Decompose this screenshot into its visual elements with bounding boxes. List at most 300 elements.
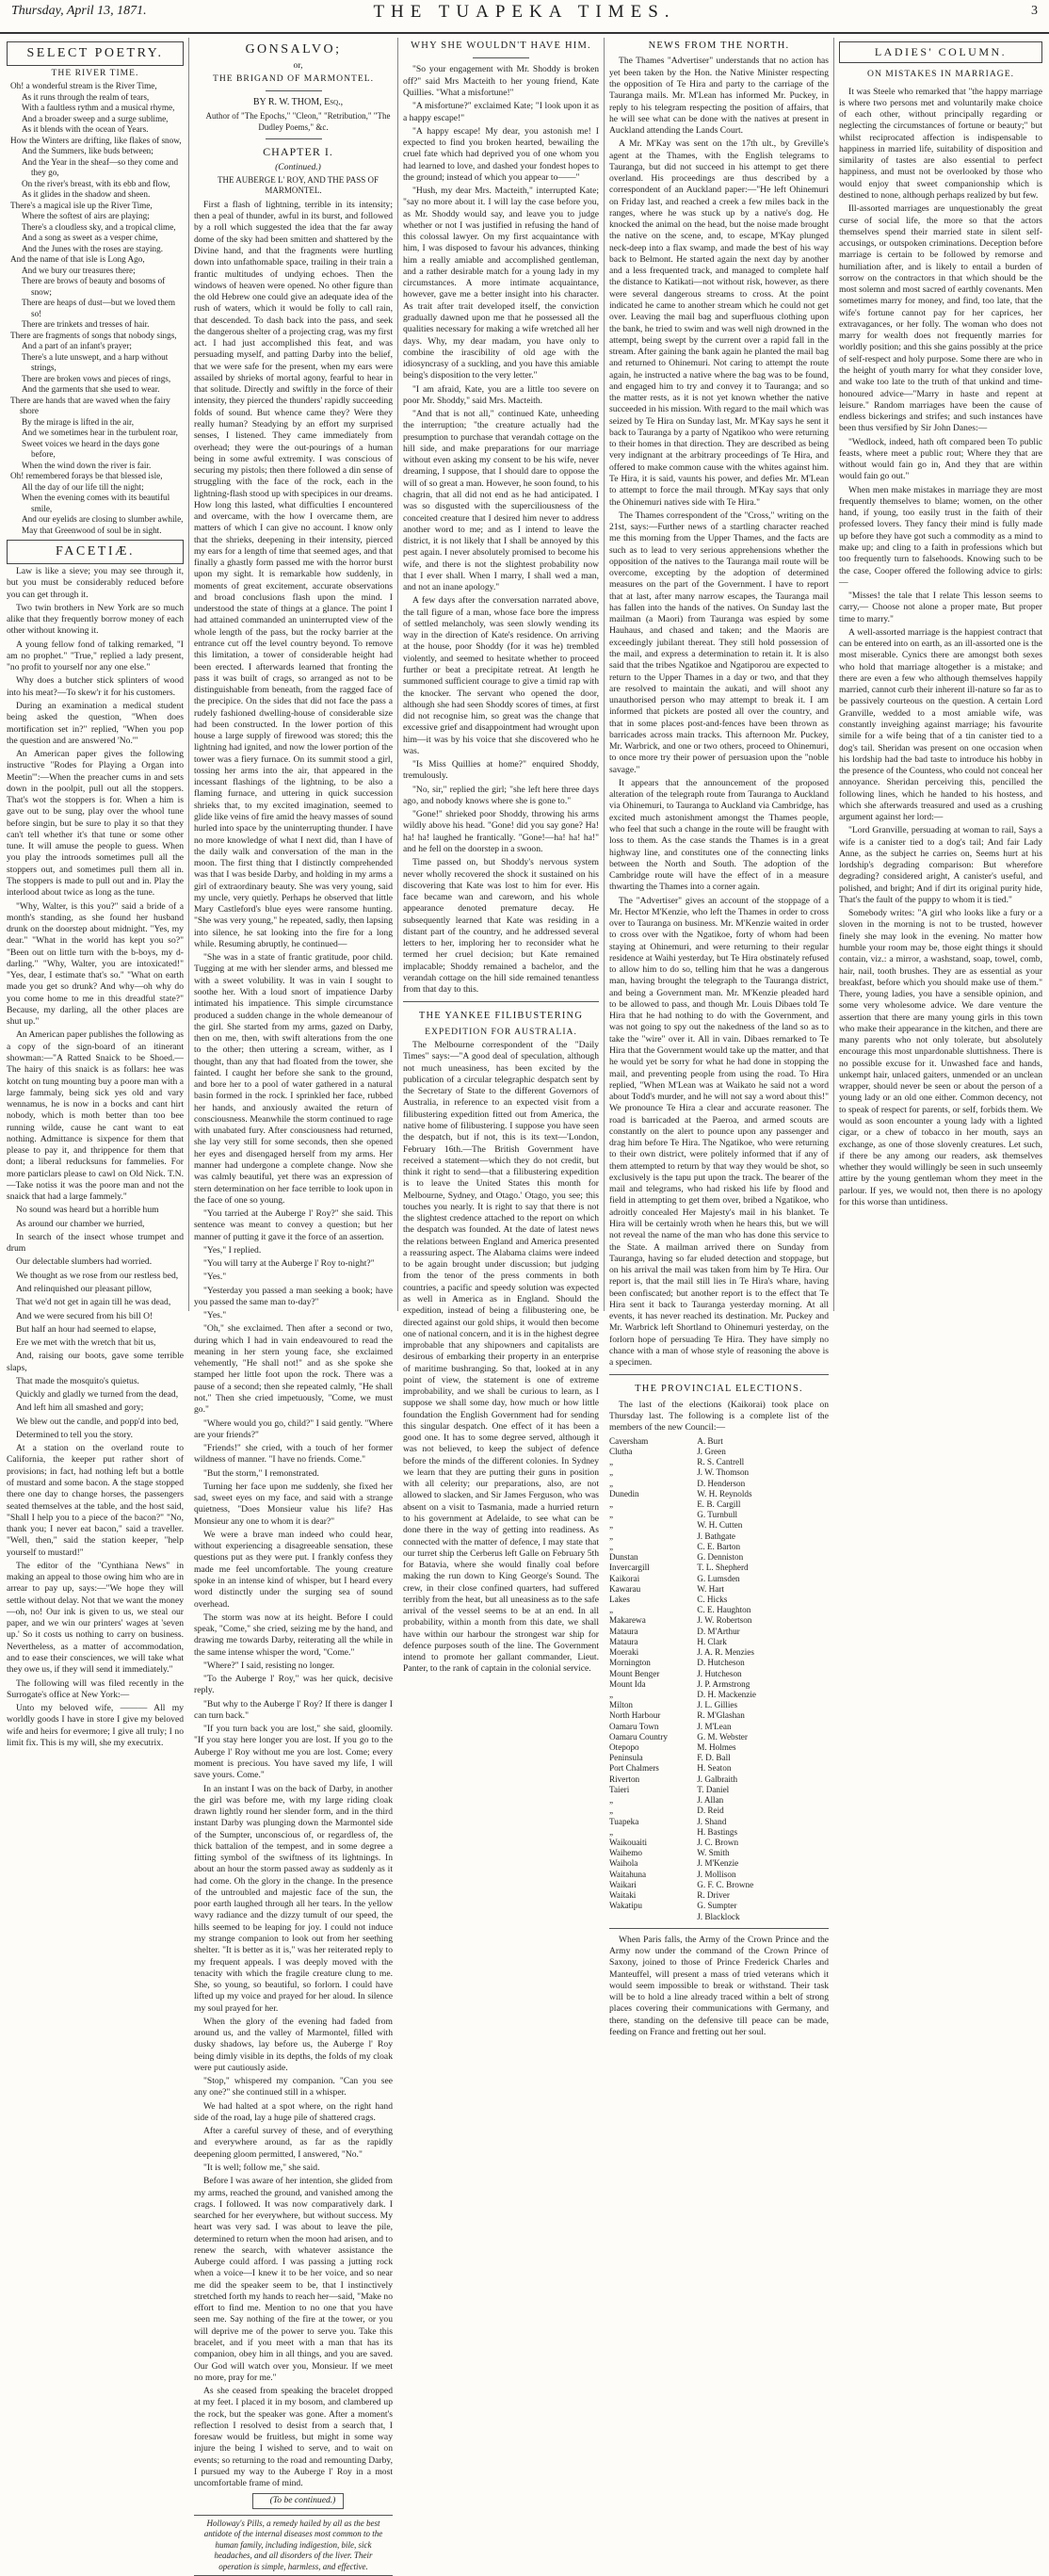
member-cell: J. Galbraith <box>697 1774 738 1784</box>
column-rule <box>397 38 398 1311</box>
article-paragraph: The "Advertiser" gives an account of the stoppage of a Mr. Hector M'Kenzie, who left the Thames in order to cross over to Tauranga on business. Mr. M'Kenzie waited in order to cross over with the Ngatikoe, forty of whom had been staying at Ohinemuri, and were returning to their regular residence at Waihi yesterday, but Te Hira obstinately refused to allow him to do so, telling him that he was a dangerous man, having brought the telegraph to the Tauranga district, and being a Government man. Mr. M'Kenzie pleaded hard to be allowed to pass, and though Mr. Louis Dibaes told Te Hira that he had nothing to do with the Government, and was not going to spy out the nakedness of the land so as to take the "wire" over it. All in vain. Dibaes remarked to Te Hira that the Government would take up the matter, and that he would yet be sorry for what he had done in stopping the mail, and preventing people from using the road. To Hira replied, "When M'Lean was at Waikato he said not a word about Todd's murder, and he will not say a word about this!" We pronounce Te Hira a clear and accurate reasoner. The road is barricaded at the Paeroa, and armed scouts are constantly on the alert to pounce upon any passenger and drag him before Te Hira. The Ngatikoe, who were returning to their own district, were politely informed that if any of them attempted to return by that way they would be shot, so exclusively is the tapu put upon the track. The bearer of the mail and telegrams, who had risked his life by flood and field in attempting to get them over, bribed a Ngatikoe, who adroitly concealed Her Majesty's mail in his blanket. Te Hira will be certainly wroth when he hears this, but we will not reveal the name of the man who has done this service to the State. A mailman arrived there on Sunday from Tauranga, having so far eluded detection and stoppage, but on his arrival the mail was taken from him by Te Hira. Our report is, that the mail still lies in Te Hira's whare, having been confiscated; but another report is to the effect that Te Hira sent it back to Tauranga yesterday morning. At all events, it has never reached its destination. Mr. Puckey and Mr. Warbrick left Shortland to Ohinemuri yesterday, on the forlorn hope of persuading Te Hira. They have simply no chance with a man of whose style of reasoning the above is a specimen. <box>609 895 829 1369</box>
story-paragraph: "She was in a state of frantic gratitude, poor child. Tugging at me with her slender arms, and blessed me with a sweet volubility. It was in vain I sought to soothe her. With a loud snort of impatience Darby intimated his impatience. This simple circumstance produced a sudden change in the whole demeanour of the girl. She started from my arms, gazed on Darby, then on me, then, with swift alterations from the one to the other; then uttering a scream, wither, as I thought, than any that had floated from the tower, she fainted. I caught her before she sank to the ground, and bore her to a pool of water gathered in a natural basin formed in the rock. I sprinkled her face, rubbed her hands, and anxiously awaited the return of consciousness. Meanwhile the storm continued to rage with unabated fury. After consciousness had returned, she lay very still for some seconds, then she opened her eyes and disengaged herself from my arms. Her manner had undergone a complete change. Now she was calmly beautiful, yet there was an expression of stern determination on her face terrible to look upon in the face of one so young. <box>194 952 393 1206</box>
member-cell: C. E. Haughton <box>697 1605 751 1615</box>
article-paragraph: "So your engagement with Mr. Shoddy is broken off?" said Mrs Macteith to her young friend, Kate Quillies. "What a misfortune!" <box>403 64 599 98</box>
electorate-cell: Mornington <box>609 1658 651 1668</box>
newspaper-title: THE TUAPEKA TIMES. <box>373 2 676 22</box>
member-cell: J. A. R. Menzies <box>697 1647 754 1658</box>
chapter-number: CHAPTER I. <box>263 145 333 159</box>
facetia-paragraph: Determined to tell you the story. <box>16 1429 134 1440</box>
article-title-yankee: THE YANKEE FILIBUSTERING <box>418 1011 584 1022</box>
electorate-cell: Lakes <box>609 1594 630 1604</box>
electorate-cell: Dunstan <box>609 1552 638 1563</box>
article-paragraph: A well-assorted marriage is the happiest contract that can be entered into on earth, as an ill-assorted one is the most miserable. Cynics there are amongst both sexes who hold that marriage altogether is a mistake; and there are even a few who although themselves happily married, cannot curb their inherent ill-nature so far as to be passively courteous on the question. A certain Lord Granville, wedded to a most amiable wife, was constantly inveighing against marriage; his favourite simile for a wife being that of a tin canister tied to a dog's tail. Sheridan was present on one occasion when his lordship had the bad taste to introduce his hobby in the presence of the Countess, who could not conceal her annoyance. Sheridan perceiving this, pencilled the following lines, which he handed to his hostess, and which she afterwards treasured and used as a crushing argument against her lord:— <box>839 626 1042 823</box>
poem-line: There are hands that are waved when the fairy shore <box>10 395 170 416</box>
table-row <box>609 1627 829 1637</box>
article-body-yankee <box>403 1040 599 1676</box>
table-row <box>609 1531 829 1542</box>
member-cell: R. M'Glashan <box>697 1710 745 1721</box>
table-row <box>609 1763 829 1774</box>
electorate-cell: Kaikorai <box>609 1573 640 1583</box>
member-cell: J. P. Armstrong <box>697 1678 750 1689</box>
member-cell: J. Hutcheson <box>697 1668 742 1678</box>
member-cell: G. M. Webster <box>697 1731 748 1742</box>
electorate-cell: Invercargill <box>609 1563 650 1573</box>
elections-intro: The last of the elections (Kaikorai) took place on Thursday last. The following is a complete list of the members of the new Council:— <box>609 1399 829 1434</box>
chapter-title: THE AUBERGE L' ROY, AND THE PASS OF MARMONTEL. <box>218 174 379 196</box>
facetia-paragraph: And relinquished our pleasant pillow, <box>16 1284 153 1295</box>
column-ladies <box>836 38 1045 1311</box>
electorate-cell: Caversham <box>609 1435 649 1446</box>
facetia-paragraph: The following will was filed recently in the Surrogate's office at New York:— <box>7 1677 184 1700</box>
member-cell: R. S. Cantrell <box>697 1457 745 1467</box>
facetia-paragraph: Our delectable slumbers had worried. <box>16 1256 153 1268</box>
table-row <box>609 1574 829 1584</box>
table-row <box>609 1774 829 1785</box>
poem-line: As it glides in the shadow and sheen. <box>22 189 151 200</box>
story-paragraph: "To the Auberge l' Roy," was her quick, decisive reply. <box>194 1674 393 1696</box>
table-row <box>609 1563 829 1573</box>
facetia-paragraph: Law is like a sieve; you may see through it, but you must be considerably reduced before you can get through it. <box>7 566 184 600</box>
facetia-paragraph: We thought as we rose from our restless bed, <box>16 1270 179 1281</box>
facetia-paragraph: That we'd not get in again till he was dead, <box>16 1297 171 1308</box>
article-body-mistakes <box>839 87 1042 1209</box>
electorate-cell: „ <box>609 1605 614 1615</box>
table-row <box>609 1817 829 1827</box>
table-row <box>609 1658 829 1668</box>
poem-line: All the day of our life till the night; <box>22 481 144 492</box>
electorate-cell: Kawarau <box>609 1583 641 1594</box>
member-cell: G. Sumpter <box>697 1901 737 1911</box>
electorate-cell: „ <box>609 1531 614 1541</box>
facetia-paragraph: An American paper gives the following instructive "Rodes for Playing a Organ into Meetin'":—When the preacher cums in and sets down in the poolpit, pull out all the stoppers. That's wot the stoppers is for. When a him is gave out to be sung, play over the whool tune before singin, but be sure to play it so that they can't tell whether it's that tune or some other tune. It will amuse the people to guess. When you play the introods sometimes pull all the stoppers out, and sometimes pull them all in. The stoppers is made to pull out and in. Play the interlood about twice as long as the tune. <box>7 749 184 899</box>
paris-paragraph: When Paris falls, the Army of the Crown Prince and the Army now under the command of the Crown Prince of Saxony, joined to those of Prince Frederick Charles and Manteuffel, will present a mass of tried veterans which it would seem impossible to break or withstand. Their task will be to hold a line already traced within a belt of strong places covering their communications with Germany, and there, standing on the defensive till peace can be made, feeding on France and fretting out her soul. <box>609 1934 829 2037</box>
story-paragraph: Turning her face upon me suddenly, she fixed her sad, sweet eyes on my face, and said with a strange quietness, "Does Monsieur value his life? Has Monsieur any one to whom it is dear?" <box>194 1481 393 1527</box>
table-row <box>609 1679 829 1690</box>
table-row <box>609 1510 829 1520</box>
election-results-table <box>609 1436 829 1922</box>
electorate-cell: Waitaki <box>609 1890 637 1901</box>
article-paragraph: It appears that the announcement of the proposed alteration of the telegraph route from Tauranga to Auckland via Ohinemuri, to Tauranga to Auckland via Cambridge, has excited much astonishment amongst the Thames people, who feel that such a change in the route will be fraught with loss to them. As the case stands the Thames is in a great highway line, and constitutes one of the connecting links between the North and South. The adoption of the Cambridge route will have the effect of in a measure thwarting the Thames into a corner again. <box>609 777 829 893</box>
member-cell: T. Daniel <box>697 1784 730 1794</box>
story-paragraph: "Friends!" she cried, with a touch of her former wildness of manner. "I have no friends. Come." <box>194 1443 393 1466</box>
electorate-cell: Dunedin <box>609 1488 639 1499</box>
facetiae-body <box>7 566 184 1749</box>
poem-line: And the name of that isle is Long Ago, <box>10 254 145 265</box>
column-news <box>606 38 831 2037</box>
electorate-cell: Mount Ida <box>609 1678 646 1689</box>
facetia-paragraph: And left him all smashed and gory; <box>16 1402 144 1414</box>
table-row <box>609 1870 829 1880</box>
article-paragraph: "A happy escape! My dear, you astonish me! I expected to find you broken hearted, bewailing the cruel fate which had deprived you of one whom you had learned to love, and dashed your fondest hopes to the ground; instead of which you appear to——" <box>403 125 599 183</box>
electorate-cell: „ <box>609 1510 614 1520</box>
story-paragraph: We were a brave man indeed who could hear, without experiencing a disagreeable sensation, these questions put as they were put. I frankly confess they made me feel uncomfortable. The young creature spoke in an intense kind of whisper, but I heard every word distinctly under the surging sea of sound overhead. <box>194 1529 393 1610</box>
article-paragraph: When men make mistakes in marriage they are most frequently themselves to blame; women, on the other hand, if young, too easily trust in the faith of their professed lovers. They fancy their mind is fully made up before they have got such a commodity as a mind to make up; and cling to a faith in professions which but too frequently turn to falsehoods. Knowing such to be the case, Cooper offered the following advice to girls:— <box>839 484 1042 588</box>
story-paragraph: In an instant I was on the back of Darby, in another the girl was before me, with my large riding cloak drawn lightly round her slender form, and in the third instant Darby was plunging down the Marmontel side of the Sumpter, unconscious of, or regardless of, the thick battalion of the tempest, and in some degree a fitting symbol of the swiftness of its lightnings. In about an hour the storm passed away as suddenly as it had come. Oh the glory in the change. In the presence of the untroubled and majestic face of the sun, the poor earth laughed through all her tears. In the yellow wavy radiance and the dizzy tumult of our speed, the hills seemed to be leaping for joy. I could not induce my strange companion to look out from her seething shelter. "It is better as it is," was her reiterated reply to my frequent appeals. I was deeply moved with the tenacity with which the fragile creature clung to me. She, so young, so beautiful, so forlorn. I could have lifted up my voice and prayed for her aloud. In silence my soul prayed for her. <box>194 1783 393 2014</box>
story-paragraph: "But why to the Auberge l' Roy? If there is danger I can turn back." <box>194 1698 393 1721</box>
article-paragraph: "Lord Granville, persuading at woman to rail, Says a wife is a canister tied to a dog's tail; And fair Lady Anne, as the subject he carries on, Seems hurt at his lordship's degrading comparison: But wherefore degrading? considered aright, A canister's useful, and polished, and bright; And if dirt its original purity hide, That's the fault of the puppy to whom it is tied." <box>839 825 1042 905</box>
poem-title: THE RIVER TIME. <box>51 67 139 78</box>
poem-line: On the river's breast, with its ebb and flow, <box>22 178 170 188</box>
column-serial-story <box>191 38 395 2571</box>
member-cell: T. L. Shepherd <box>697 1563 749 1573</box>
facetia-paragraph: A young fellow fond of talking remarked, "I am no prophet." "True," replied a lady present, "no profit to yourself nor any one else." <box>7 639 184 673</box>
facetia-paragraph: And, raising our boots, gave some terrible slaps, <box>7 1351 184 1373</box>
article-paragraph: The Thames correspondent of the "Cross," writing on the 21st, says:—Further news of a startling character reached me this morning from the Upper Thames, and the facts are such as to lead to very serious apprehensions whether the opposition of the natives to the Tauranga mail route will be overcome, excepting by the adoption of determined measures on the part of the Government. I have to report that at last, after many narrow escapes, the Tauranga mail has fallen into the hands of the natives. On Sunday last the mailman (a Maori) from Tauranga was espied by some Hauhaus, and chased and taken; and the Maoris are exceedingly jubilant thereat. They still hold possession of the mail, and express a determination to retain it. It is also said that the tribes Ngatikoe and Ngatiporou are expected to return to the Upper Thames in a day or two, and that they are resolved to maintain the aukati, and will shoot any unauthorised person who may attempt to break it. I am informed that pickets are posted all over the country, and that in some places post-and-fences have been thrown as barricades across main tracks. This afternoon Mr. Puckey, Mr. Warbrick, and one or two others, proceed to Ohinemuri, to once more try their power of persuasion upon the "noble savage." <box>609 510 829 775</box>
poem-line: By the mirage is lifted in the air, <box>22 416 135 427</box>
electorate-cell: Wakatipu <box>609 1901 642 1911</box>
divider <box>403 1001 599 1002</box>
divider <box>266 138 322 139</box>
table-row <box>609 1467 829 1478</box>
poem-line: There are brows of beauty and bosoms of snow; <box>22 276 166 297</box>
article-body-why-she <box>403 64 599 996</box>
table-row <box>609 1457 829 1467</box>
poem-line: When the evening comes with its beautiful smile, <box>22 493 170 513</box>
electorate-cell: Mataura <box>609 1626 638 1636</box>
article-subtitle-yankee: EXPEDITION FOR AUSTRALIA. <box>425 1026 577 1037</box>
member-cell: J. Bathgate <box>697 1531 736 1541</box>
electorate-cell: North Harbour <box>609 1710 661 1721</box>
story-paragraph: As she ceased from speaking the bracelet dropped at my feet. I placed it in my bosom, and clambered up the rock, but the speaker was gone. After a moment's reflection I resolved to desist from a search that, I foresaw would be fruitless, but might in some way injure the being I wished to serve, and to wait on events; so returning to the road and remounting Darby, I pursued my way to the Auberge l' Roy in a most uncomfortable frame of mind. <box>194 2386 393 2489</box>
article-paragraph: "Is Miss Quillies at home?" enquired Shoddy, tremulously. <box>403 759 599 782</box>
article-paragraph: "Wedlock, indeed, hath oft compared been To public feasts, where meet a public rout; Where they that are without would fain go in, And they that are within would fain go out." <box>839 436 1042 482</box>
poem-line: How the Winters are drifting, like flakes of snow, <box>10 135 182 145</box>
table-row <box>609 1753 829 1763</box>
article-title-mistakes: ON MISTAKES IN MARRIAGE. <box>867 69 1014 80</box>
table-row <box>609 1848 829 1858</box>
table-row <box>609 1690 829 1700</box>
member-cell: F. D. Ball <box>697 1753 731 1763</box>
electorate-cell: „ <box>609 1689 614 1699</box>
member-cell: J. L. Gillies <box>697 1700 738 1710</box>
facetia-paragraph: Unto my beloved wife, ——— All my worldly goods I have in store I give my beloved wife and heirs for evermore; I give all truly; I no limit fix. This is my will, she my executrix. <box>7 1703 184 1748</box>
member-cell: H. Seaton <box>697 1763 732 1774</box>
member-cell: R. Driver <box>697 1890 730 1901</box>
article-paragraph: "And that is not all," continued Kate, unheeding the interruption; "the creature actually had the presumption to purchase that verandah cottage on the hill side, and make preparations for our marriage without even asking my consent to be his wife, never dreaming, I suppose, that I should dare to oppose the will of so great a man. However, he soon found, to his chagrin, that all did not end as he had anticipated. I was so disgusted with the superciliousness of the conceited creature that I desired him never to address another word to me; and as I intend to leave the district, it is not likely that I shall be annoyed by this pest again. I never absolutely promised to become his wife, and there is not the slightest probability now that I ever shall. When I marry, I shall wed a man, and not an inane apology." <box>403 409 599 593</box>
member-cell: J. C. Brown <box>697 1838 739 1847</box>
column-poetry-facetiae <box>4 38 186 1748</box>
article-paragraph: A Mr. M'Kay was sent on the 17th ult., by Greville's agent at the Thames, with the English telegrams to Tauranga, but did not succeed in his attempt to get there overland. His proceedings are thus described by a correspondent of an Auckland paper:—"He left Ohinemuri on Friday last, and reached a creek a few miles back in the ranges, where he was stuck up by a native's dog. He knocked the animal on the head, but the noise made brought the native on the scene, and, to escape, M'Kay plunged neck-deep into a flax swamp, and made the best of his way back to Belmont. He started again the next day by another and a less frequented track, and managed to complete half the distance to Katikati—not without risk, however, as there were several dangerous streams to cross. At the point indicated he came to another stream which he could not get over. Leaving the mail bag and superfluous clothing upon the bank, he tried to swim and was well nigh drowned in the attempt, being swept by the current over a rapid fall in the stream. After gaining the bank again he planted the mail bag and returned to Ohinemuri. Not caring to attempt the route again, he instructed a native where the bag was to be found, and engaged him to try and convey it to Tauranga; and so the matter rests, as it is not yet known whether the native succeeded in his mission. With regard to the mail which was seized by Te Hira on Sunday last, Mr. M'Kay says he sent it back to Tauranga by a party of Ngatikoo who were returning to their homes in that direction. They are described as being very indignant at the arbitrary proceedings of Te Hira, and offered to make common cause with the whites against him. Te Hira, it is said, vaunts his power, and defies Mr. M'Lean to attempt to force the mail through. M'Kay says that only the Ohinemuri natives side with Te Hira." <box>609 138 829 508</box>
article-paragraph: "Hush, my dear Mrs. Macteith," interrupted Kate; "say no more about it. I will lay the case before you, as Mr. Shoddy would say, and leave you to judge whether or not I was justified in refusing the hand of this colossal lawyer. On my first acquaintance with him, I was disposed to favour his advances, thinking him a really amiable and accomplished gentleman, and a rather desirable match for a young lady in my circumstances. A more intimate acquaintance, however, gave me a better insight into his character. As trait after trait developed itself, the conviction gradually dawned upon me that he possessed all the qualities necessary for making a wife wretched all her days. Why, my dear madam, you have only to combine the irascibility of old age with the idiosyncrasy of a suckling, and you have this amiable being's disposition to the very letter." <box>403 186 599 381</box>
story-paragraph: First a flash of lightning, terrible in its intensity; then a peal of thunder, awful in its burst, and followed by a roll which suggested the idea that the far away dome of the sky had been smitten and shattered by the Divine hand, and that the fragments were hurtling down into unfathomable space, trailing in their train a frantic multitudes of undying echoes. Then the windows of heaven were opened. No other figure than the old Hebrew one could give an adequate idea of the rush of waters, which it would be folly to call rain, that descended. To dash back into the pass, and seek the dangerous shelter of a projecting crag, was my first act. I had just accomplished this feat, and was persuading myself, and patting Darby into the belief, that we were safe for the present, when my ears were assailed by shrieks of mortal agony, fearful to hear in that solitude. Directly and swiftly in the force of their intensity, they pierced the thunders' rapidly succeeding folds of sound. But whence came they? Were they really human? Steadying by an effort my surprised senses, I listened. They came immediately from overhead; they were the out-pourings of a human being in some awful extremity. I was conscious of securing my pistols; then there followed a din sense of struggling with the face of the rock, each in the lightning-flash stood up with specipices in our dreams. How long this lasted, what difficulties I encountered and overcame, with the how I overcame them, are matters of which I can give no account. I know only that the shrieks, deepening in their intensity, pierced my ears for a length of time that seemed ages, and that finally a ghastly form passed me with the horror burst upon my sight. It is remarkable how suddenly, in moments of great excitement, accurate observations and broad conclusions flash upon the mind. I understood the state of things at a glance. The point I had attained commanded an uninterrupted view of the whole length of the pass, but the rocky barrier at the entrance cut off the level country beyond. To remove this limitation, a tower of considerable height had been erected. I afterwards learned that fronting the pass it was built of crags, so arranged as not to be distinguishable from beneath, from the ragged face of the precipice. On the sides that did not face the pass a rudely fashioned dwelling-house of considerable size had been constructed. In the lower portion of this house a large supply of firewood was stored; this the lightning had ignited, and now the lower portion of the tower was a fiery furnace. On its summit stood a girl, tossing her arms into the air, that appeared in the incessant flashings of the lightning, to be also a flaming furnace, and uttering in quick succession shrieks that, to my excited imagination, seemed to glide like veins of fire amid the heavy masses of sound hurled into space by the uninterrupting thunder. I have no more knowledge of what I next did, than I have of the daily walk and conversation of the man in the moon. The first thing that I distinctly comprehended was that I was beside Darby, and holding in my arms a girl of extraordinary beauty. She was very young, said my uncle, very quietly. Perhaps he observed that little Mary Castleford's blue eyes were ransome hunting. "She was very young," he repeated, sadly, then lapsing into silence, he sat looking into the fire for a long while. Resuming abruptly, he continued— <box>194 199 394 949</box>
article-paragraph: The Melbourne correspondent of the "Daily Times" says:—"A good deal of speculation, although not much uneasiness, has been excited by the publication of a circular telegraphic despatch sent by the Secretary of State to the different Governors of Australia, in reference to an expected visit from a filibustering expedition fitted out from America, the native home of filibustering. I suppose you have seen the despatch, but if not, this is its text—'London, February 16th.—The British Government have received a statement—which they do not credit, but think it right to send—that a filibustering expedition is to leave the United States this month for Melbourne, Sydney, and Otago.' Otago, you see; this touches you nearly. It is right to say that there is not the slightest credence attached to the report on which the despatch was founded. At the date of latest news the relations between England and America presented a reassuring aspect. The Alabama claims were indeed to be again brought under discussion; but judging from the tenor of the press comments in both countries, a pacific and speedy solution was expected as well in America as in England. Should the expedition, instead of being a filibustering one, be directed against our gold ships, it would then become one of national concern, and it is in the highest degree improbable that any shipowners and capitalists are desirous of embarking their property in an enterprise of maritime bushranging. So that, looked at in any point of view, the statement is one of extreme improbability, and we shall be curious to learn, as I suppose we shall some day, how much or how little foundation the English Government had for sending this singular despatch. One effect of it has been a good one. It has to some degree served, although it was not believed, to keep the subject of defence before the minds of the different colonies. In Sydney we learn that they are putting their guns in position with all celerity; our preparations, also, are not allowed to slacken, and Sir James Ferguson, who was absent on a visit to Tasmania, made a hurried return to his government at Adelaide, to see what can be done there in the way of getting into readiness. As connected with the matter of defence, I may state that our turret ship the Cerberus left Galle on February 5th for Batavia, where she would finally coal before making the run down to King George's Sound. The crew, in their close confined quarters, had suffered terribly from the heat, but all uneasiness as to the safe arrival of the vessel seems to be at an end. In all probability, within a month from this date, we shall have within our harbour the strongest war ship for defence purposes south of the line. The Government intend to promote her gallant commander, Lieut. Panter, to the rank of captain in the colonial service. <box>403 1040 599 1675</box>
story-paragraph: "Yes." <box>203 1272 227 1283</box>
electorate-cell: „ <box>609 1541 614 1551</box>
electorate-cell: Tuapeka <box>609 1816 639 1826</box>
story-paragraph: When the glory of the evening had faded from around us, and the valley of Marmontel, filled with dusky shadows, lay before us, the Auberge l' Roy being dimly visible in its depths, the folds of my cloak were put cautiously aside. <box>194 2016 393 2073</box>
electorate-cell: Oamaru Country <box>609 1731 669 1742</box>
story-subtitle: THE BRIGAND OF MARMONTEL. <box>212 73 375 85</box>
electorate-cell: Taieri <box>609 1784 630 1794</box>
table-row <box>609 1732 829 1742</box>
electorate-cell: Waihemo <box>609 1848 642 1858</box>
member-cell: A. Burt <box>697 1435 723 1446</box>
member-cell: J. Green <box>697 1446 726 1456</box>
member-cell: J. Mollison <box>697 1869 736 1879</box>
poem-line: Where the softest of airs are playing; <box>22 211 150 221</box>
facetia-paragraph: An American paper publishes the following as a copy of the sign-board of an itinerant showman:—"A Ratted Snaick to be Shoed.—The hairy of this snaick is as follars: hee was kotcht on tung mounting buy a poore man with a large fammaly, being sick yes old and vary wennamus, he is now in a bocks and cant hirt nobody, which is moth better than too bee running wilde, cause he cant want to eat nothing. Admittance is sixpence for them that please to pay it, and thrippence for them that dont; a liberal reducksuns for fammelies. For more particlars please to cawl on Old Nick. T.N.—Take notiss it was the poore man and not the snaick that had a large fammely." <box>7 1029 184 1203</box>
electorate-cell: Riverton <box>609 1774 640 1784</box>
advertisement-holloway: Holloway's Pills, a remedy hailed by all as the best antidote of the internal diseases most common to the human family, including indigestion, bile, sick headaches, and all disorders of the liver. Their operation is simple, harmless, and effective. <box>194 2515 393 2576</box>
member-cell: J. W. Thomson <box>697 1467 750 1478</box>
column-rule <box>833 38 834 1311</box>
article-paragraph: "No, sir," replied the girl; "she left here three days ago, and nobody knows where she is gone to." <box>403 784 599 806</box>
table-row <box>609 1520 829 1531</box>
electorate-cell: Peninsula <box>609 1753 643 1763</box>
poem-line: And the Year in the sheaf—so they come and they go, <box>22 156 179 178</box>
facetia-paragraph: Ere we met with the wretch that bit us, <box>16 1337 156 1349</box>
story-paragraph: The storm was now at its height. Before I could speak, "Come," she cried, seizing me by the hand, and drawing me towards Darby, reiterating all the while in the same intense whisper the word, "Come." <box>194 1612 393 1658</box>
poem-line: And a broader sweep and a surge sublime, <box>22 113 169 123</box>
page-number: 3 <box>1031 4 1038 18</box>
table-row <box>609 1827 829 1838</box>
table-row <box>609 1669 829 1679</box>
electorate-cell: „ <box>609 1520 614 1531</box>
member-cell: W. H. Cutten <box>697 1520 743 1531</box>
table-row <box>609 1584 829 1595</box>
table-row <box>609 1742 829 1753</box>
article-body-north <box>609 56 829 1369</box>
table-row <box>609 1605 829 1615</box>
electorate-cell: Otepopo <box>609 1742 639 1753</box>
to-be-continued: (To be continued.) <box>194 2493 393 2508</box>
member-cell: E. B. Cargill <box>697 1499 741 1509</box>
story-paragraph: "It is well; follow me," she said. <box>203 2163 320 2174</box>
table-row <box>609 1542 829 1552</box>
divider <box>609 1928 829 1929</box>
table-row <box>609 1795 829 1806</box>
table-row <box>609 1552 829 1563</box>
story-paragraph: "Where?" I said, resisting no longer. <box>203 1660 335 1671</box>
facetia-paragraph: We blew out the candle, and popp'd into bed, <box>16 1416 179 1427</box>
poem-line: May that Greenwood of soul be in sight. <box>22 525 162 535</box>
member-cell: D. Henderson <box>697 1478 746 1488</box>
divider <box>266 90 322 91</box>
column-rule <box>188 38 189 1311</box>
member-cell: G. Turnbull <box>697 1510 738 1520</box>
facetia-paragraph: No sound was heard but a horrible hum <box>16 1205 159 1216</box>
electorate-cell: Mataura <box>609 1636 638 1646</box>
divider <box>609 1374 829 1375</box>
poem-line: And a part of an infant's prayer; <box>22 341 132 351</box>
story-paragraph: We had halted at a spot where, on the right hand side of the road, lay a huge pile of shattered crags. <box>194 2100 393 2123</box>
poem-line: There's a lute unswept, and a harp without strings, <box>22 351 169 373</box>
member-cell: D. Hutcheson <box>697 1658 745 1668</box>
story-paragraph: "Where would you go, child?" I said gently. "Where are your friends?" <box>194 1418 393 1440</box>
table-row <box>609 1489 829 1499</box>
member-cell: J. Allan <box>697 1795 724 1806</box>
electorate-cell: Waikouaiti <box>609 1838 648 1847</box>
story-paragraph: After a careful survey of these, and of everything and everywhere around, as far as the rapidly deepening gloom permitted, I answered, "No." <box>194 2126 393 2160</box>
facetia-paragraph: Quickly and gladly we turned from the dead, <box>16 1389 179 1401</box>
author-note: Author of "The Epochs," "Cleon," "Retribution," "The Dudley Poems," &c. <box>205 111 391 132</box>
electorate-cell: „ <box>609 1826 614 1837</box>
facetia-paragraph: Two twin brothers in New York are so much alike that they frequently borrow money of each other without knowing it. <box>7 602 184 637</box>
article-paragraph: It was Steele who remarked that "the happy marriage is where two persons met and voluntarily make choice of each other, without principally regarding or neglecting the circumstances of fortune or beauty;" but whilst reciprocated affection is indispensable to happiness in married life, suitability of disposition and similarity of tastes are also essential to perfect happiness, and must not be overlooked by those who would enjoy that sweet companionship which is destined to none, although perhaps realized by but few. <box>839 86 1042 202</box>
story-paragraph: "But the storm," I remonstrated. <box>203 1467 319 1479</box>
table-row <box>609 1479 829 1489</box>
table-row <box>609 1700 829 1710</box>
electorate-cell: Waitahuna <box>609 1869 647 1879</box>
article-title-elections: THE PROVINCIAL ELECTIONS. <box>635 1384 803 1395</box>
electorate-cell: Clutha <box>609 1446 633 1456</box>
electorate-cell: „ <box>609 1795 614 1806</box>
table-row <box>609 1595 829 1605</box>
member-cell: H. Bastings <box>697 1826 738 1837</box>
article-title-north: NEWS FROM THE NORTH. <box>648 41 790 51</box>
poem-line: And our eyelids are closing to slumber awhile, <box>22 514 184 525</box>
electorate-cell: Moeraki <box>609 1647 639 1658</box>
electorate-cell: „ <box>609 1806 614 1816</box>
electorate-cell: „ <box>609 1467 614 1478</box>
table-row <box>609 1499 829 1510</box>
story-paragraph: "Stop," whispered my companion. "Can you see any one?" she continued still in a whisper. <box>194 2076 393 2098</box>
electorate-cell: „ <box>609 1457 614 1467</box>
poem-line: And a song as sweet as a vesper chime, <box>22 233 158 243</box>
poem-line: Oh! a wonderful stream is the River Time, <box>10 81 157 91</box>
facetia-paragraph: And we were secured from his bill O! <box>16 1310 153 1321</box>
facetia-paragraph: But half an hour had seemed to elapse, <box>16 1323 156 1335</box>
column-rule <box>604 38 605 1311</box>
table-row <box>609 1710 829 1721</box>
facetia-paragraph: As around our chamber we hurried, <box>16 1218 145 1229</box>
member-cell: D. Reid <box>697 1806 724 1816</box>
story-paragraph: "Yes," I replied. <box>203 1244 262 1256</box>
section-heading-poetry: SELECT POETRY. <box>7 41 184 66</box>
continued-note: (Continued.) <box>275 161 321 172</box>
table-row <box>609 1912 829 1922</box>
poem-line: Oh! remembered forays be that blessed isle, <box>10 471 163 481</box>
electorate-cell <box>609 1912 697 1922</box>
article-paragraph: The Thames "Advertiser" understands that no action has yet been taken by the Hon. the Native Minister respecting the opposition of Te Hira and party to the carriage of the Tauranga mails. Mr. M'Lean has informed Mr. Puckey, in reply to his telegram respecting the position of affairs, that he will see what can be done with the natives at present in Auckland attending the Lands Court. <box>609 56 829 137</box>
facetia-paragraph: At a station on the overland route to California, the keeper put rather short of provisions; in fact, had nothing left but a bottle of mustard and some bacon. A the stage stopped there one day to change horses, the passengers seated themselves at the table, and the host said, "Shall I help you to a piece of the bacon?" "No, thank you; I never eat bacon," said a traveller. "Well, then," said the station keeper, "help yourself to mustard!" <box>7 1443 184 1558</box>
column-articles <box>400 38 602 1675</box>
story-byline: BY R. W. THOM, Esq., <box>252 97 344 108</box>
story-paragraph: "Oh," she exclaimed. Then after a second or two, during which I had in vain endeavoured to read the meaning in her stern young face, she exclaimed vehemently, "He shall not!" and as she spoke she stamped her little foot upon the rock. There was a pause of a second; then she repeated calmly, "He shall not." Then she cried impetuously, "Come, we must go." <box>194 1323 393 1416</box>
member-cell: C. E. Barton <box>697 1541 741 1551</box>
article-paragraph: "I am afraid, Kate, you are a little too severe on poor Mr. Shoddy," said Mrs. Macteith. <box>403 383 599 406</box>
member-cell: H. Clark <box>697 1636 727 1646</box>
table-row <box>609 1880 829 1890</box>
poem-line: Sweet voices we heard in the days gone before, <box>22 438 160 460</box>
article-paragraph: Ill-assorted marriages are unquestionably the great curse of social life, the more so that the actors themselves spend their married state in silent self-accusings, or outspoken criminations. Deception before marriage is certain to be followed by remorse and humiliation after, and is likely to entail a burden of sorrow on the contractors in that which should be the most solemn and most sacred of earthly covenants. Men sometimes marry for money, and find, too late, that the wife's fortune cannot pay for her caprices, her extravagances, or her folly. The woman who does not marry for wealth does not frequently marries for worldly position; and this she gains possibly at the price of self-respect and holy purpose. Some there are who in the height of youth marry for what they consider love, and wake too late to the truth of that unkind and time-honoured advice—"Marry in haste and repent at leisure." Random marriages have been the cause of endless bickerings and strifes; and such instances have been thus versified by Sir John Danes:— <box>839 203 1042 434</box>
table-row <box>609 1615 829 1626</box>
member-cell: W. Hart <box>697 1583 724 1594</box>
table-row <box>609 1890 829 1901</box>
member-cell: J. Blacklock <box>697 1911 740 1921</box>
electorate-cell: Waikari <box>609 1879 637 1889</box>
member-cell: D. M'Arthur <box>697 1626 740 1636</box>
poem-line: As it blends with the ocean of Years. <box>22 124 149 135</box>
article-paragraph: A few days after the conversation narrated above, the tall figure of a man, whose face bore the impress of settled melancholy, was seen slowly wending its way in the direction of Kate's residence. On arriving at the house, poor Shoddy (for it was he) trembled violently, and seemed to hesitate whether to proceed further or beat a precipitate retreat. At length he summoned sufficient courage to give a timid rap with the knocker. The servant who opened the door, although she had seen Shoddy scores of times, at first did not recognise him, so great was the change that excessive grief and disappointment had wrought upon him—it was by his voice that she discovered who he was. <box>403 595 599 756</box>
story-body <box>194 200 393 2490</box>
poem-line: With a faultless rythm and a musical rhyme, <box>22 103 175 113</box>
poem-line: As it runs through the realm of tears, <box>22 91 150 102</box>
member-cell: G. Lumsden <box>697 1573 740 1583</box>
facetia-paragraph: That made the mosquito's quietus. <box>16 1375 139 1386</box>
electorate-cell: „ <box>609 1499 614 1509</box>
poem-line: There are trinkets and tresses of hair. <box>22 319 150 330</box>
section-heading-ladies: LADIES' COLUMN. <box>839 41 1042 63</box>
article-paragraph: "A misfortune?" exclaimed Kate; "I look upon it as a happy escape!" <box>403 101 599 123</box>
story-or: or, <box>293 59 303 71</box>
table-row <box>609 1436 829 1447</box>
electorate-cell: Milton <box>609 1700 634 1710</box>
electorate-cell: Makarewa <box>609 1615 646 1626</box>
poem-line: When the wind down the river is fair. <box>22 460 152 470</box>
member-cell: D. H. Mackenzie <box>697 1689 756 1699</box>
table-row <box>609 1858 829 1869</box>
table-row <box>609 1806 829 1816</box>
story-paragraph: "You tarried at the Auberge l' Roy?" she said. This sentence was meant to convey a question; but her manner of putting it gave it the force of an assertion. <box>194 1208 393 1242</box>
member-cell: J. M'Kenzie <box>697 1858 739 1869</box>
member-cell: M. Holmes <box>697 1742 736 1753</box>
facetia-paragraph: During an examination a medical student being asked the question, "When does mortification set in?" replied, "When you pop the question and are answered 'No.'" <box>7 701 184 746</box>
member-cell: J. Shand <box>697 1816 727 1826</box>
member-cell: G. F. C. Browne <box>697 1879 754 1889</box>
story-paragraph: "Yesterday you passed a man seeking a book; have you passed the same man to-day?" <box>194 1285 393 1307</box>
electorate-cell: Waihola <box>609 1858 638 1869</box>
facetia-paragraph: Why does a butcher stick splinters of wood into his meat?—To skew'r it for his customers. <box>7 675 184 698</box>
poem-line: And the garments that she used to wear. <box>22 384 160 395</box>
member-cell: W. Smith <box>697 1848 730 1858</box>
divider <box>473 57 529 58</box>
table-row <box>609 1722 829 1732</box>
table-row <box>609 1901 829 1911</box>
table-row <box>609 1637 829 1647</box>
electorate-cell: Oamaru Town <box>609 1721 659 1731</box>
member-cell: J. M'Lean <box>697 1721 732 1731</box>
poem-line: And the Summers, like buds between; <box>22 146 153 156</box>
facetia-paragraph: The editor of the "Cynthiana News" in making an appeal to those owing him who are in arrear to pay up, says:—"We hope they will settle without delay. Not that we want the money—oh, no! Our ink is given to us, we steal our paper, and we win our printers' wages at 'seven up.' So it costs us nothing to carry on business. Nevertheless, as a matter of accommodation, and to ease their consciences, we will take what they owe us, if they will send it immediately." <box>7 1560 184 1676</box>
member-cell: G. Denniston <box>697 1552 744 1563</box>
article-title-why-she: WHY SHE WOULDN'T HAVE HIM. <box>411 41 591 51</box>
member-cell: J. W. Robertson <box>697 1615 752 1626</box>
table-row <box>609 1647 829 1658</box>
poem-line: And we sometimes hear in the turbulent roar, <box>22 428 178 438</box>
facetia-paragraph: In search of the insect whose trumpet and drum <box>7 1231 184 1255</box>
poem-body <box>7 81 184 536</box>
poem-line: There's a magical isle up the River Time, <box>10 200 153 210</box>
article-paragraph: Time passed on, but Shoddy's nervous system never wholly recovered the shock it sustained on his discovering that Kate was lost to him for ever. His face became wan and careworn, and his whole appearance denoted premature decay. He subsequently learned that Kate was residing in a distant part of the country, and he addressed several letters to her, imploring her to reconsider what he termed her cruel decision; but Kate remained implacable; Shoddy remained a bachelor, and the verandah cottage on the hill side remained tenantless from that day to this. <box>403 857 599 996</box>
story-paragraph: Before I was aware of her intention, she glided from my arms, reached the ground, and vanished among the crags. I followed. It was now comparatively dark. I searched for her everywhere, but without success. My heart was very sad. I was about to leave the pile, determined to return when the moon had arisen, and to renew the search, with whatever assistance the Auberge could afford. I was passing a jutting rock when a voice—I knew it to be her voice, and so near me did the speaker seem to be, that I instinctively stretched forth my hands to reach her—said, "Make no effort to find me. Mention to no one that you have seen me. Say nothing of the fire at the tower, or you will deprive me of the power to serve you. Take this bracelet, and if you meet with a man that has its companion, obey him in all things, and you are saved. Our God will watch over you, Monsieur. If we meet no more, pray for me." <box>194 2176 393 2383</box>
story-paragraph: "Yes." <box>203 1310 227 1321</box>
facetia-paragraph: "Why, Walter, is this you?" said a bride of a month's standing, as she found her husband drunk on the doorstep about midnight. "Yes, my dear." "What in the world has kept you so?" "Been out on little turn with the b-boys, my d-darling." "Why, Walter, you are intoxicated!" "Yes, dear, I estimate that's so." "What on earth made you get so drunk? And why—oh why do you come home to me in this dreadful state?" Because, my darling, all the other places are shut up." <box>7 900 184 1028</box>
issue-date: Thursday, April 13, 1871. <box>11 4 147 18</box>
story-paragraph: "If you turn back you are lost," she said, gloomily. "If you stay here longer you are lost. If you go to the Auberge l' Roy without me you are lost. Come; every moment is precious. You have saved my life, I will save yours. Come." <box>194 1724 393 1781</box>
article-paragraph: "Misses! the tale that I relate This lesson seems to carry,— Choose not alone a proper mate, But proper time to marry." <box>839 591 1042 624</box>
table-row <box>609 1447 829 1457</box>
table-row <box>609 1785 829 1795</box>
poem-line: There are broken vows and pieces of rings, <box>22 373 171 383</box>
electorate-cell: Mount Benger <box>609 1668 660 1678</box>
poem-line: And we bury our treasures there; <box>22 265 136 275</box>
story-paragraph: "You will tarry at the Auberge l' Roy to-night?" <box>203 1258 375 1270</box>
poem-line: There are heaps of dust—but we loved them so! <box>22 298 176 318</box>
electorate-cell: Port Chalmers <box>609 1763 659 1774</box>
story-title: GONSALVO; <box>245 42 342 57</box>
member-cell: C. Hicks <box>697 1594 728 1604</box>
electorate-cell: „ <box>609 1478 614 1488</box>
masthead <box>0 0 1049 34</box>
poem-line: And the Junes with the roses are staying. <box>22 243 164 253</box>
article-paragraph: "Gone!" shrieked poor Shoddy, throwing his arms wildly above his head. "Gone! did you say gone? Ha! ha! ha! laughed he frantically. "Gone!—ha! ha! ha!" and he fell on the doorstep in a swoon. <box>403 809 599 854</box>
poem-line: There are fragments of songs that nobody sings, <box>10 330 177 340</box>
table-row <box>609 1838 829 1848</box>
member-cell: W. H. Reynolds <box>697 1488 752 1499</box>
article-paragraph: Somebody writes: "A girl who looks like a fury or a sloven in the morning is not to be trusted, however finely she may look in the evening. No matter how humble your room may be, those eight things it should contain, viz.: a mirror, a washstand, soap, towel, comb, hair, nail, tooth brushes. They are as essential as your breakfast, before which you should make use of them." There, young ladies, you have a sensible opinion, and some very wholesome advice. We dare venture the assertion that there are many young girls in this town who make their appearance in the kitchen, and there are many parents who not only tolerate, but absolutely encourage this most unpardonable sluttishness. There is no possible excuse for it. Unwashed face and hands, unkempt hair, unlaced gaiters, unmended or an unclean wrapper, should never be seen or about the person of a young lady or an old one either. Common decency, not to speak of respect for parents, or self, forbids them. We would as soon encounter a young lady with a lighted cigar, or a chew of tobacco in her mouth, says an exchange, as one of those slovenly creatures. Let such, if there be any among our readers, ask themselves whether they would willingly be seen in such unseemly attire by the young gentleman whom they meet in the parlour. If yes, we would not, then there is no apology for this worse than untidiness. <box>839 908 1042 1207</box>
